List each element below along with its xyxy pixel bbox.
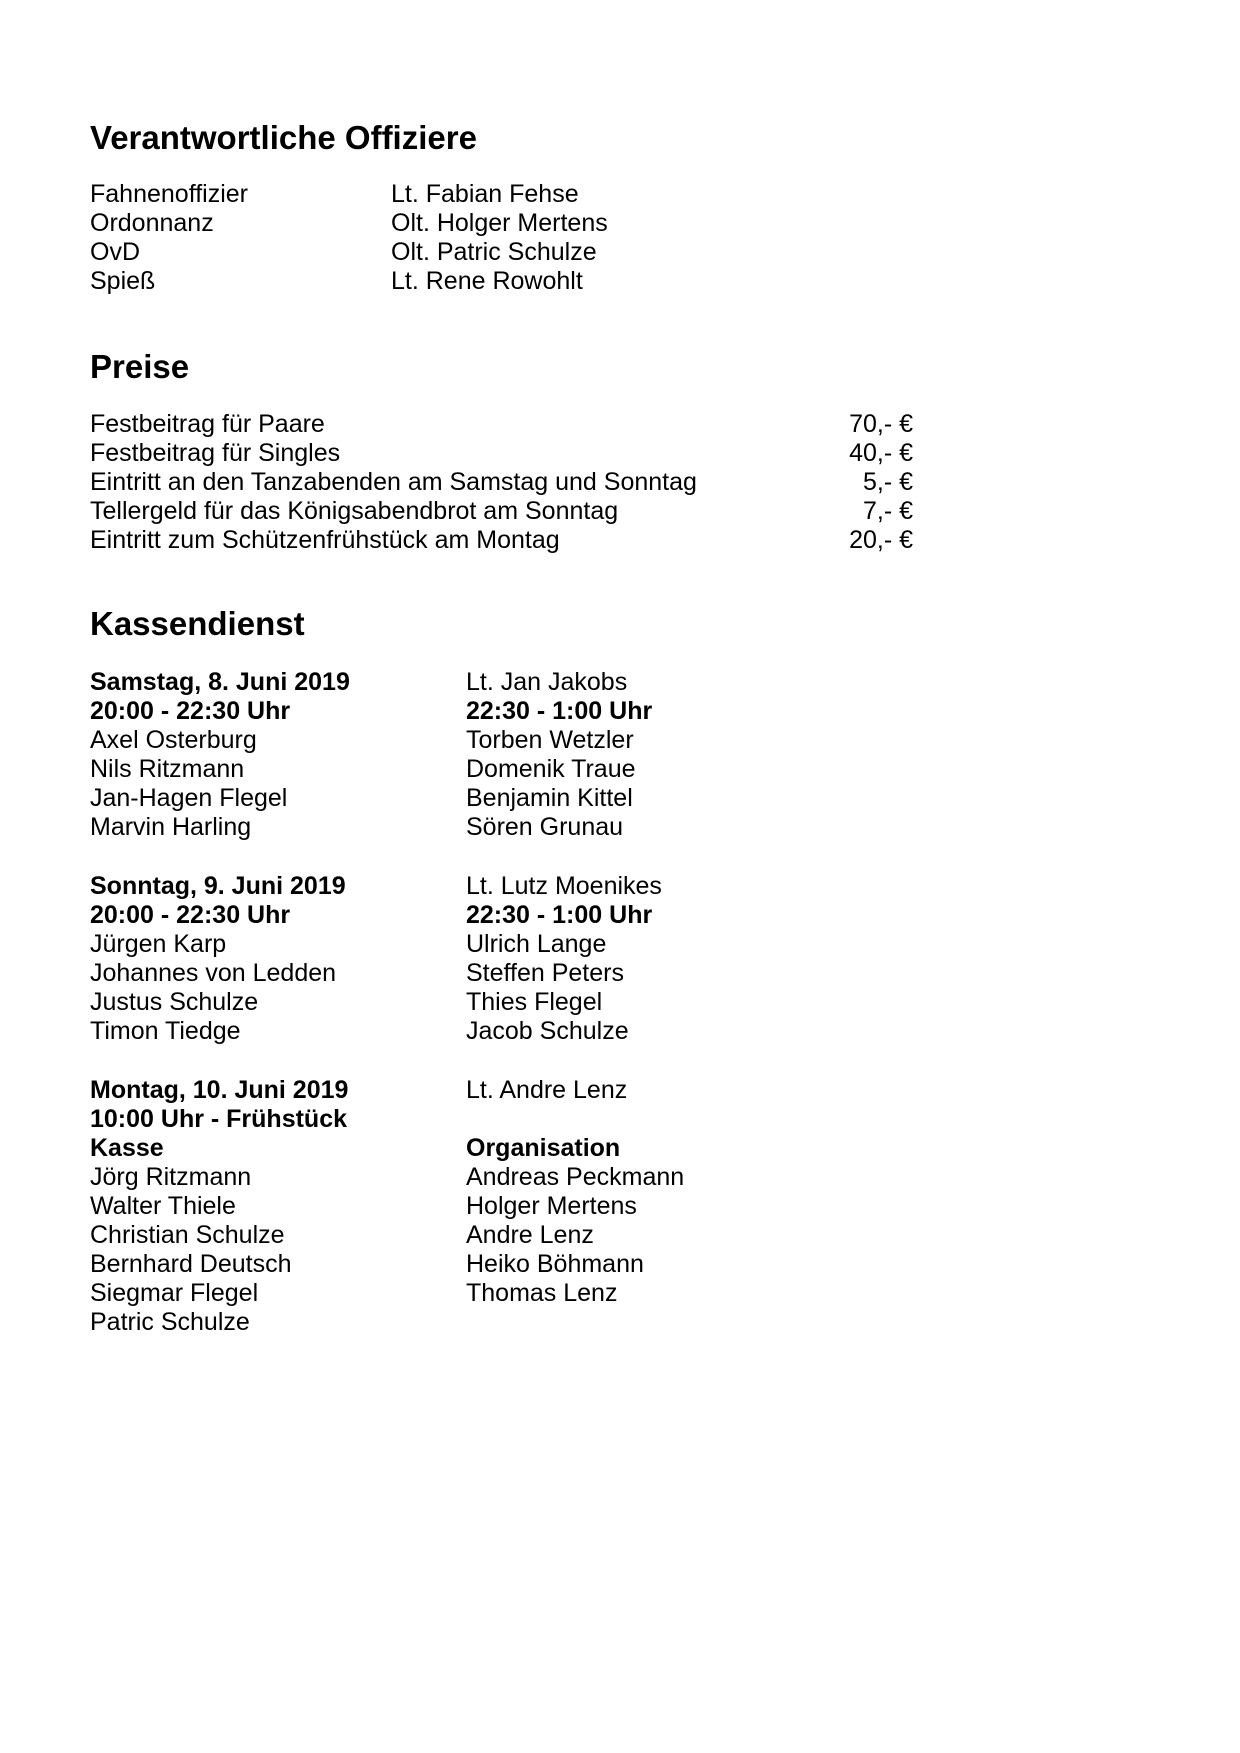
shift-person: Jörg Ritzmann [90,1163,252,1191]
shift-person: Torben Wetzler [466,726,634,754]
shift-date: Sonntag, 9. Juni 2019 [90,872,346,900]
cashier-heading: Kassendienst [90,605,305,642]
officer-role: OvD [90,238,140,266]
shift-person: Steffen Peters [466,959,624,987]
shift-person: Andreas Peckmann [466,1163,685,1191]
shift-date: Montag, 10. Juni 2019 [90,1076,349,1104]
price-label: Eintritt zum Schützenfrühstück am Montag [90,526,560,554]
shift-person: Axel Osterburg [90,726,257,754]
shift-time-right: 22:30 - 1:00 Uhr [466,901,653,929]
shift-officer: Lt. Lutz Moenikes [466,872,662,900]
shift-person: Heiko Böhmann [466,1250,644,1278]
shift-person: Walter Thiele [90,1192,236,1220]
price-value: 40,- € [849,439,913,467]
officer-role: Spieß [90,267,156,295]
officers-heading: Verantwortliche Offiziere [90,119,477,156]
shift-person: Nils Ritzmann [90,755,245,783]
shift-person: Sören Grunau [466,813,624,841]
shift-person: Bernhard Deutsch [90,1250,292,1278]
officer-name: Olt. Holger Mertens [391,209,608,237]
shift-person: Thies Flegel [466,988,603,1016]
kasse-heading: Kasse [90,1134,164,1162]
officer-name: Lt. Fabian Fehse [391,180,579,208]
shift-time-right: 22:30 - 1:00 Uhr [466,697,653,725]
officer-role: Fahnenoffizier [90,180,248,208]
price-value: 70,- € [849,410,913,438]
shift-person: Benjamin Kittel [466,784,633,812]
price-label: Festbeitrag für Singles [90,439,341,467]
shift-person: Thomas Lenz [466,1279,618,1307]
shift-person: Timon Tiedge [90,1017,241,1045]
officer-name: Lt. Rene Rowohlt [391,267,583,295]
shift-person: Jan-Hagen Flegel [90,784,288,812]
shift-time-left: 20:00 - 22:30 Uhr [90,901,291,929]
shift-person: Justus Schulze [90,988,259,1016]
officer-role: Ordonnanz [90,209,214,237]
price-value: 5,- € [862,468,913,496]
shift-person: Andre Lenz [466,1221,594,1249]
shift-subheading: 10:00 Uhr - Frühstück [90,1105,348,1133]
shift-person: Christian Schulze [90,1221,285,1249]
shift-person: Patric Schulze [90,1308,250,1336]
shift-person: Johannes von Ledden [90,959,337,987]
shift-time-left: 20:00 - 22:30 Uhr [90,697,291,725]
price-value: 20,- € [849,526,913,554]
price-label: Festbeitrag für Paare [90,410,325,438]
price-value: 7,- € [862,497,913,525]
shift-officer: Lt. Andre Lenz [466,1076,628,1104]
shift-person: Siegmar Flegel [90,1279,259,1307]
price-label: Tellergeld für das Königsabendbrot am Sonntag [90,497,619,525]
organisation-heading: Organisation [466,1134,621,1162]
prices-heading: Preise [90,348,190,385]
officer-name: Olt. Patric Schulze [391,238,597,266]
shift-person: Marvin Harling [90,813,252,841]
shift-officer: Lt. Jan Jakobs [466,668,628,696]
shift-person: Holger Mertens [466,1192,637,1220]
shift-date: Samstag, 8. Juni 2019 [90,668,350,696]
shift-person: Domenik Traue [466,755,636,783]
shift-person: Jürgen Karp [90,930,227,958]
price-label: Eintritt an den Tanzabenden am Samstag und Sonntag [90,468,697,496]
shift-person: Ulrich Lange [466,930,607,958]
shift-person: Jacob Schulze [466,1017,629,1045]
